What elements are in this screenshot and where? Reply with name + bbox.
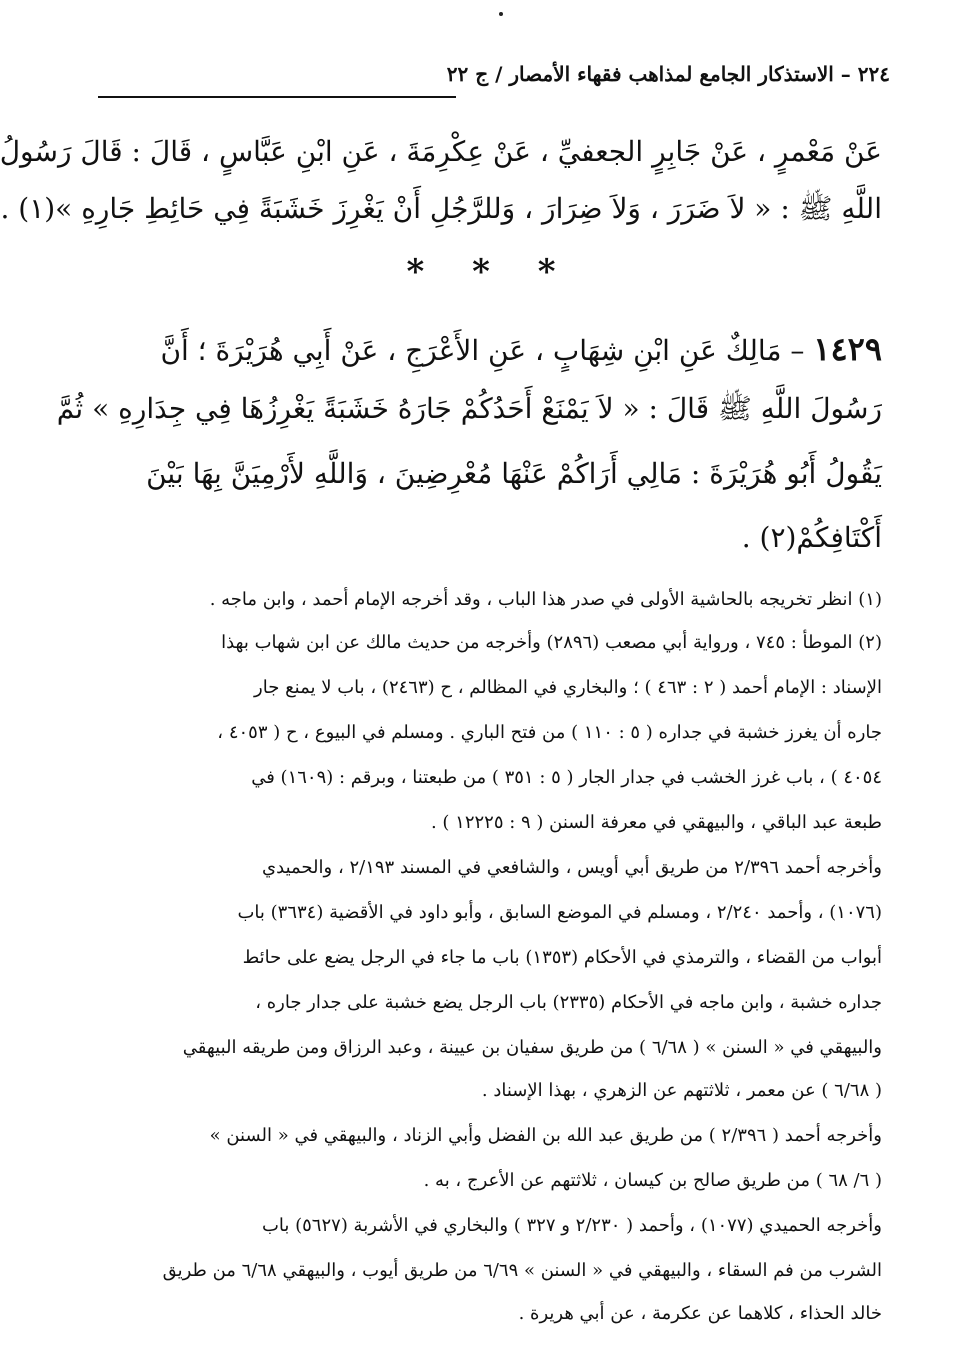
hadith-line-3: يَقُولُ أَبُو هُرَيْرَةَ : مَالِي أَرَاكُمْ عَنْهَا مُعْرِضِينَ ، وَاللَّهِ لأَرْمِيَنَّ بِهَا بَيْنَ [146,457,882,490]
footnote-line: (١٠٧٦) ، وأحمد ٢/٢٤٠ ، ومسلم في الموضع السابق ، وأبو داود في الأقضية (٣٦٣٤) باب [237,902,882,923]
footnote-line: جداره خشبة ، وابن ماجه في الأحكام (٢٣٣٥) باب الرجل يضع خشبة على جدار جاره ، [255,992,882,1013]
footnote-line: (١) انظر تخريجه بالحاشية الأولى في صدر هذا الباب ، وقد أخرجه الإمام أحمد ، وابن ماجه . [209,589,882,610]
section-separator-stars: * * * [406,252,574,292]
hadith-number: ١٤٢٩ [813,330,882,368]
header-rule [98,96,456,98]
ink-speck [499,12,503,16]
footnote-line: أبواب من القضاء ، والترمذي في الأحكام (١٣٥٣) باب ما جاء في الرجل يضع على حائط [242,947,882,968]
running-head: ٢٢٤ – الاستذكار الجامع لمذاهب فقهاء الأمصار / ج ٢٢ [446,62,890,86]
main-text-line-1: عَنْ مَعْمرٍ ، عَنْ جَابِرٍ الجعفيِّ ، عَنْ عِكْرِمَةَ ، عَنِ ابْنِ عَبَّاسٍ ، قَالَ : قَالَ رَسُولُ [0,135,882,168]
footnote-line: وأخرجه أحمد ( ٢/٣٩٦ ) من طريق عبد الله بن الفضل وأبي الزناد ، والبيهقي في « السنن » [209,1125,882,1146]
hadith-text-1: – مَالِكٌ عَنِ ابْنِ شِهَابٍ ، عَنِ الأَعْرَجِ ، عَنْ أَبِي هُرَيْرَةَ ؛ أَنَّ [160,334,805,367]
footnote-line: الشرب من فم السقاء ، والبيهقي في « السنن » ٦/٦٩ من طريق أيوب ، والبيهقي ٦/٦٨ من طريق [162,1260,882,1281]
hadith-line-1 [92,330,882,370]
footnote-line: والبيهقي في « السنن » ( ٦/٦٨ ) من طريق سفيان بن عيينة ، وعبد الرزاق ومن طريقه البيهقي [182,1037,882,1058]
footnote-line: ( ٦/ ٦٨ ) من طريق صالح بن كيسان ، ثلاثتهم عن الأعرج ، به . [423,1170,882,1191]
hadith-line-4: أَكْتَافِكُمْ(٢) . [741,521,882,554]
footnote-line: ( ٦/٦٨ ) عن معمر ، ثلاثتهم عن الزهري ، بهذا الإسناد . [481,1080,882,1101]
footnote-line: ٤٠٥٤ ) ، باب غرز الخشب في جدار الجار ( ٥ : ٣٥١ ) من طبعتنا ، وبرقم : (١٦٠٩) في [251,767,882,788]
footnote-line: جاره أن يغرز خشبة في جداره ( ٥ : ١١٠ ) من فتح الباري . ومسلم في البيوع ، ح ( ٤٠٥٣ ، [217,722,882,743]
footnote-line: وأخرجه أحمد ٢/٣٩٦ من طريق أبي أويس ، والشافعي في المسند ٢/١٩٣ ، والحميدي [262,857,882,878]
footnote-line: طبعة عبد الباقي ، والبيهقي في معرفة السنن ( ٩ : ١٢٢٢٥ ) . [430,812,882,833]
hadith-line-2: رَسُولَ اللَّهِ ﷺ قَالَ : « لاَ يَمْنَعْ أَحَدُكُمْ جَارَهُ خَشَبَةً يَغْرِزُهَا فِي جِدَارِهِ » ثُمَّ [56,392,882,425]
main-text-line-2: اللَّهِ ﷺ : « لاَ ضَرَرَ ، وَلاَ ضِرَارَ ، وَللرَّجُلِ أَنْ يَغْرِزَ خَشَبَةً فِي حَائِطِ جَارِهِ »(١) . [0,192,882,225]
footnote-line: الإسناد : الإمام أحمد ( ٢ : ٤٦٣ ) ؛ والبخاري في المظالم ، ح (٢٤٦٣) ، باب لا يمنع جار [254,677,882,698]
footnote-line: خالد الحذاء ، كلاهما عن عكرمة ، عن أبي هريرة . [518,1303,882,1324]
footnote-line: (٢) الموطأ : ٧٤٥ ، ورواية أبي مصعب (٢٨٩٦) وأخرجه من حديث مالك عن ابن شهاب بهذا [221,632,882,653]
footnote-line: وأخرجه الحميدي (١٠٧٧) ، وأحمد ( ٢/٢٣٠ و ٣٢٧ ) والبخاري في الأشربة (٥٦٢٧) باب [261,1215,882,1236]
